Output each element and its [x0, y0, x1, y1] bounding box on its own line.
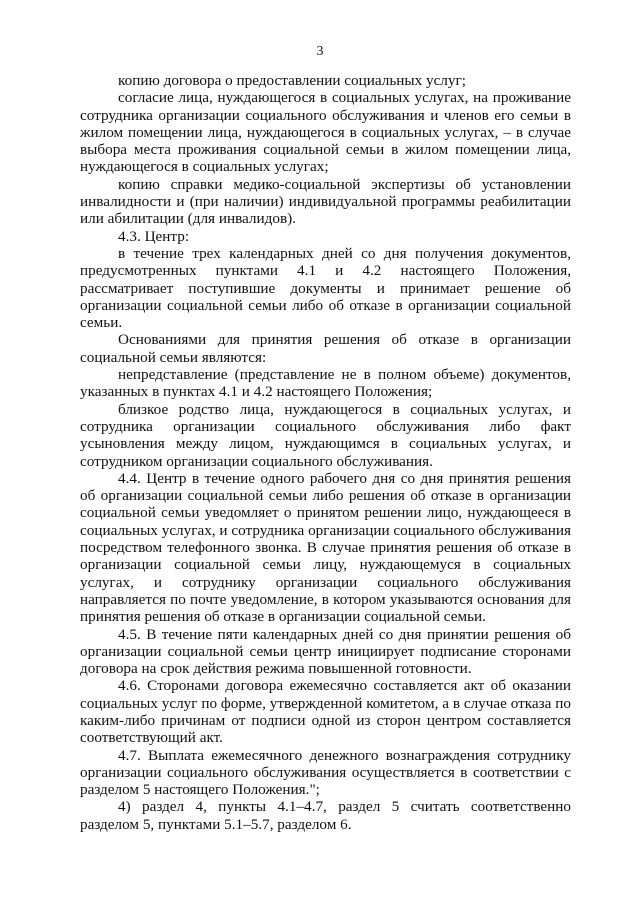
page-number: 3 [316, 44, 324, 59]
paragraph: 4.3. Центр: [118, 227, 190, 245]
paragraph: 4.7. Выплата ежемесячного денежного вознаграждения сотруднику организации социального обслуживания осуществляется в соответствии с разделом 5 настоящего Положения."; [80, 746, 571, 799]
paragraph: Основаниями для принятия решения об отказе в организации социальной семьи являются: [80, 331, 571, 366]
paragraph: непредставление (представление не в полном объеме) документов, указанных в пунктах 4.1 и 4.2 настоящего Положения; [80, 366, 571, 401]
paragraph: в течение трех календарных дней со дня получения документов, предусмотренных пунктами 4.1 и 4.2 настоящего Положения, рассматривает поступившие документы и принимает решение об организации социальной семьи либо об отказе в организации социальной семьи. [80, 244, 571, 332]
paragraph: 4.6. Сторонами договора ежемесячно составляется акт об оказании социальных услуг по форме, утвержденной комитетом, а в случае отказа по каким-либо причинам от подписи одной из сторон центром составляется соответствующий акт. [80, 677, 571, 747]
paragraph: 4.5. В течение пяти календарных дней со дня принятии решения об организации социальной семьи центр инициирует подписание сторонами договора на срок действия режима повышенной готовности. [80, 625, 571, 678]
paragraph: согласие лица, нуждающегося в социальных услугах, на проживание сотрудника организации социального обслуживания и членов его семьи в жилом помещении лица, нуждающегося в социальных услугах, – в случае выбора места проживания социальной семьи в жилом помещении лица, нуждающегося в социальных услугах; [80, 89, 571, 176]
paragraph: 4) раздел 4, пункты 4.1–4.7, раздел 5 считать соответственно разделом 5, пунктами 5.1–5.7, разделом 6. [80, 798, 571, 833]
paragraph: копию договора о предоставлении социальных услуг; [118, 72, 466, 89]
paragraph: 4.4. Центр в течение одного рабочего дня со дня принятия решения об организации социальной семьи либо решения об отказе в организации социальной семьи уведомляет о принятом решении лицо, нуждающееся в социальных услугах, и сотрудника организации социального обслуживания посредством телефонного звонка. В случае принятия решения об отказе в организации социальной семьи лицу, нуждающемуся в социальных услугах, и сотруднику организации социального обслуживания направляется по почте уведомление, в котором указываются основания для принятия решения об отказе в организации социальной семьи. [80, 469, 571, 626]
document-body [80, 72, 571, 833]
paragraph: копию справки медико-социальной экспертизы об установлении инвалидности и (при наличии) индивидуальной программы реабилитации или абилитации (для инвалидов). [80, 175, 571, 228]
paragraph: близкое родство лица, нуждающегося в социальных услугах, и сотрудника организации социального обслуживания либо факт усыновления между лицом, нуждающимся в социальных услугах, и сотрудником организации социального обслуживания. [80, 400, 571, 470]
